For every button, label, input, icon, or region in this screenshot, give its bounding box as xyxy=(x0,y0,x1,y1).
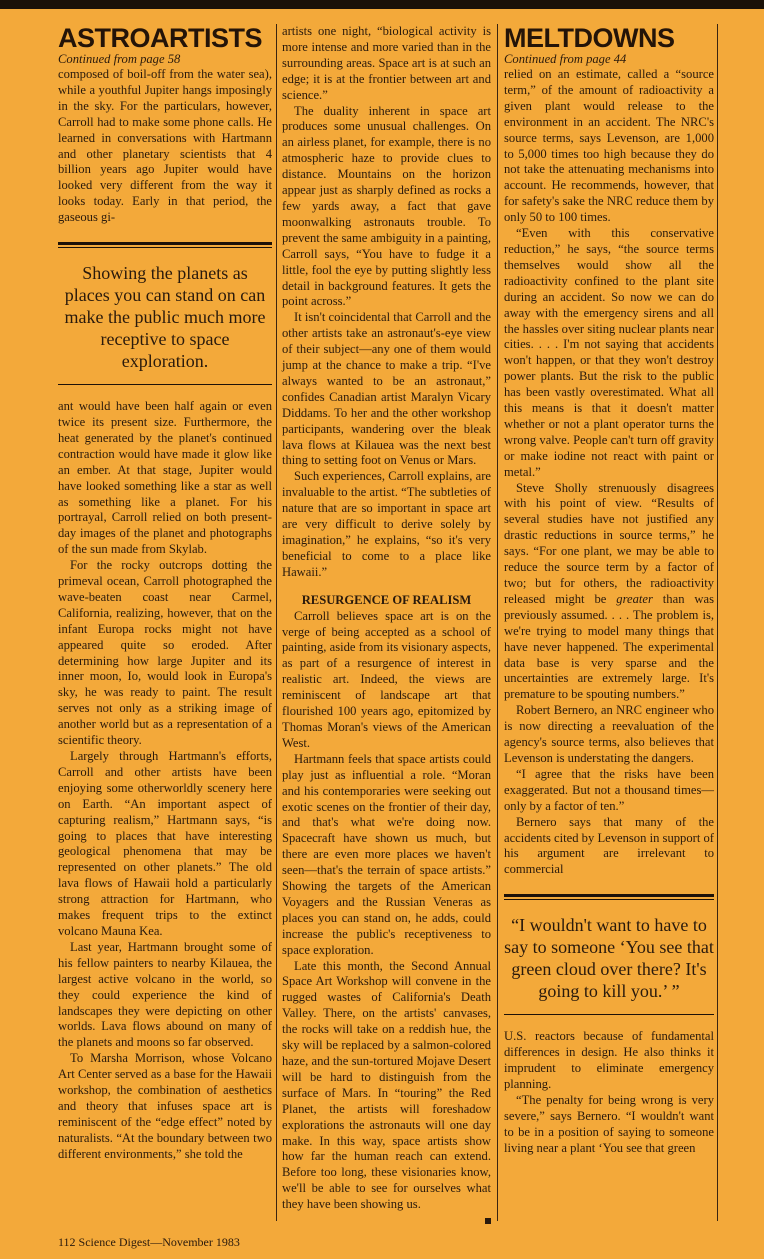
paragraph: It isn't coincidental that Carroll and the other artists take an astronaut's-eye view of their subject—any one of them would jump at the chance to make a trip. “I've always wanted to be an astronaut,” confides Canadian artist Maralyn Vicary Diddams. To her and the other workshop participants, wandering over the bleak lava flows at Kilauea was the next best thing to setting foot on Venus or Mars. xyxy=(282,310,491,468)
continued-from: Continued from page 58 xyxy=(58,52,181,66)
astroartists-column-2 xyxy=(277,24,498,1221)
pullquote-rule xyxy=(504,894,714,897)
emphasis: greater xyxy=(616,591,653,606)
paragraph: “Even with this conservative reduction,” he says, “the source terms themselves would show all the radioactivity confined to the plant site during an accident. So now we can do away with the emergency sirens and all the hassles over siting nuclear plants near cities. . . . I'm not saying that accidents won't happen, or that they won't destroy power plants. But the risk to the public has been vastly overestimated. What all this means is that it doesn't matter whether or not a plant operator turns the wrong valve. People can't turn off gravity or make iodine not react with paint or metal.” xyxy=(504,226,714,479)
magazine-page xyxy=(58,24,718,1221)
section-subhead: RESURGENCE OF REALISM xyxy=(301,592,472,607)
paragraph: U.S. reactors because of fundamental differences in design. He also thinks it imprudent to eliminate emergency planning. xyxy=(504,1029,714,1091)
paragraph: “The penalty for being wrong is very severe,” says Bernero. “I wouldn't want to be in a position of saying to someone living near a plant ‘You see that green xyxy=(504,1092,714,1155)
paragraph: Bernero says that many of the accidents cited by Levenson in support of his argument are irrelevant to commercial xyxy=(504,814,714,877)
pullquote: Showing the planets as places you can stand on can make the public much more receptive to space exploration. xyxy=(64,263,266,372)
astroartists-column xyxy=(58,24,277,1221)
paragraph: composed of boil-off from the water sea), while a youthful Jupiter hangs imposingly in the sky. For the particulars, however, Carroll had to make some phone calls. He learned in conversations with Hartmann and other planetary scientists that 4 billion years ago Jupiter would have looked very different from the way it looks today. Early in that period, the gaseous gi- xyxy=(58,67,272,225)
paragraph: relied on an estimate, called a “source term,” of the amount of radioactivity a given plant would release to the environment in an accident. The NRC's source terms, says Levenson, are 1,000 to 5,000 times too high because they do not take the attenuating mechanisms into account. He recommends, however, that for safety's sake the NRC reduce them by only 50 to 100 times. xyxy=(504,67,714,225)
paragraph: Late this month, the Second Annual Space Art Workshop will convene in the rugged wastes of California's Death Valley. There, on the artists' canvases, the rocks will take on a reddish hue, the sky will be replaced by a salmon-colored haze, and the sun-tortured Mojave Desert will be hard to distinguish from the surface of Mars. In “touring” the Red Planet, the artists will foreshadow explorations the astronauts will one day make. In this way, space artists show how far the human reach can extend. Before too long, these visionaries know, we'll be able to see for ourselves what they have been showing us. xyxy=(282,958,491,1212)
pullquote-rule xyxy=(58,384,272,385)
end-of-article-mark xyxy=(485,1218,491,1224)
paragraph: Largely through Hartmann's efforts, Carroll and other artists have been enjoying some otherworldly scenery here on Earth. “An important aspect of capturing realism,” Hartmann says, “is going to places that have interesting geological phenomena that may be represented on other planets.” The old lava flows of Hawaii hold a particularly strong attraction for Hartmann, who makes frequent trips to the extinct volcano Mauna Kea. xyxy=(58,749,272,938)
scan-top-edge xyxy=(0,0,764,9)
paragraph xyxy=(504,481,714,704)
paragraph: For the rocky outcrops dotting the primeval ocean, Carroll photographed the wave-beaten coast near Carmel, California, realizing, however, that on the infant Europa rocks might not have appeared quite so eroded. After determining how large Jupiter and its inner moon, Io, would look in Europa's sky, he was ready to paint. The result serves not only as a striking image of another world but as a representation of a scientific theory. xyxy=(58,558,272,748)
meltdowns-column xyxy=(498,24,718,1221)
article-title: MELTDOWNS xyxy=(504,23,675,53)
continued-from: Continued from page 44 xyxy=(504,52,627,66)
pullquote-box xyxy=(58,242,272,385)
paragraph: Such experiences, Carroll explains, are invaluable to the artist. “The subtleties of nature that are so important in space art are very difficult to derive solely by imagination,” he explains, “so it's very beneficial to come to a place like Hawaii.” xyxy=(282,469,491,579)
pullquote-rule xyxy=(504,899,714,900)
paragraph: The duality inherent in space art produces some unusual challenges. On an airless planet, for example, there is no atmospheric haze to provide clues to distance. Mountains on the horizon appear just as sharply defined as rocks a few yards away, a fact that gave moonwalking astronauts trouble. To prevent the same ambiguity in a painting, Carroll says, “You have to fudge it a little, fool the eye by putting slightly less detail in background features. It gets the point across.” xyxy=(282,103,491,309)
pullquote: “I wouldn't want to have to say to someone ‘You see that green cloud over there? It's going to kill you.’ ” xyxy=(504,915,714,1002)
page-footer: 112 Science Digest—November 1983 xyxy=(58,1235,240,1250)
paragraph: ant would have been half again or even twice its present size. Furthermore, the heat generated by the planet's continued contraction would have made it glow like an ember. At that stage, Jupiter would have looked something like a star as well as something like a planet. For his portrayal, Carroll relied on both present-day images of the planet and photographs of the sun made from Skylab. xyxy=(58,399,272,557)
paragraph: Hartmann feels that space artists could play just as influential a role. “Moran and his contemporaries were seeking out exotic scenes on the frontier of their day, and that's what we're doing now. Spacecraft have shown us much, but there are even more places we haven't seen—that's the terrain of space artists.” Showing the targets of the American Voyagers and the Russian Veneras as places you can stand on, he adds, could increase the public's receptiveness to space exploration. xyxy=(282,751,491,957)
pullquote-rule xyxy=(58,247,272,248)
paragraph: artists one night, “biological activity is more intense and more varied than in the surrounding areas. Space art is at such an edge; it is at the frontier between art and science.” xyxy=(282,24,491,102)
pullquote-rule xyxy=(58,242,272,245)
text-run: Steve Sholly strenuously disagrees with his point of view. “Results of several studies have not justified any drastic reductions in source terms,” he says. “For one plant, we may be able to reduce the source term by a factor of two; but for others, the radioactivity released might be xyxy=(504,480,714,606)
article-title: ASTROARTISTS xyxy=(58,23,263,53)
paragraph: To Marsha Morrison, whose Volcano Art Center served as a base for the Hawaii workshop, the combination of aesthetics and theory that infuses space art is reminiscent of the “edge effect” noted by naturalists. “At the boundary between two different environments,” she told the xyxy=(58,1051,272,1161)
pullquote-rule xyxy=(504,1014,714,1015)
paragraph: “I agree that the risks have been exaggerated. But not a thousand times—only by a factor of ten.” xyxy=(504,766,714,813)
paragraph: Carroll believes space art is on the verge of being accepted as a school of painting, aside from its visionary aspects, as part of a resurgence of interest in realistic art. Indeed, the views are reminiscent of landscape art that flourished 100 years ago, epitomized by Thomas Moran's views of the American West. xyxy=(282,608,491,750)
text-run: than was previously assumed. . . . The problem is, we're trying to model many things that have never happened. The experimental data base is very sparse and the uncertainties are extremely large. It's premature to be spouting numbers.” xyxy=(504,591,714,702)
paragraph: Last year, Hartmann brought some of his fellow painters to nearby Kilauea, the largest active volcano in the world, so they could experience the kind of landscapes they were depicting on other worlds. Lava flows abound on many of the planets and moons so far observed. xyxy=(58,939,272,1050)
paragraph: Robert Bernero, an NRC engineer who is now directing a reevaluation of the agency's source terms, also believes that Levenson is understating the dangers. xyxy=(504,703,714,765)
pullquote-box xyxy=(504,894,714,1015)
